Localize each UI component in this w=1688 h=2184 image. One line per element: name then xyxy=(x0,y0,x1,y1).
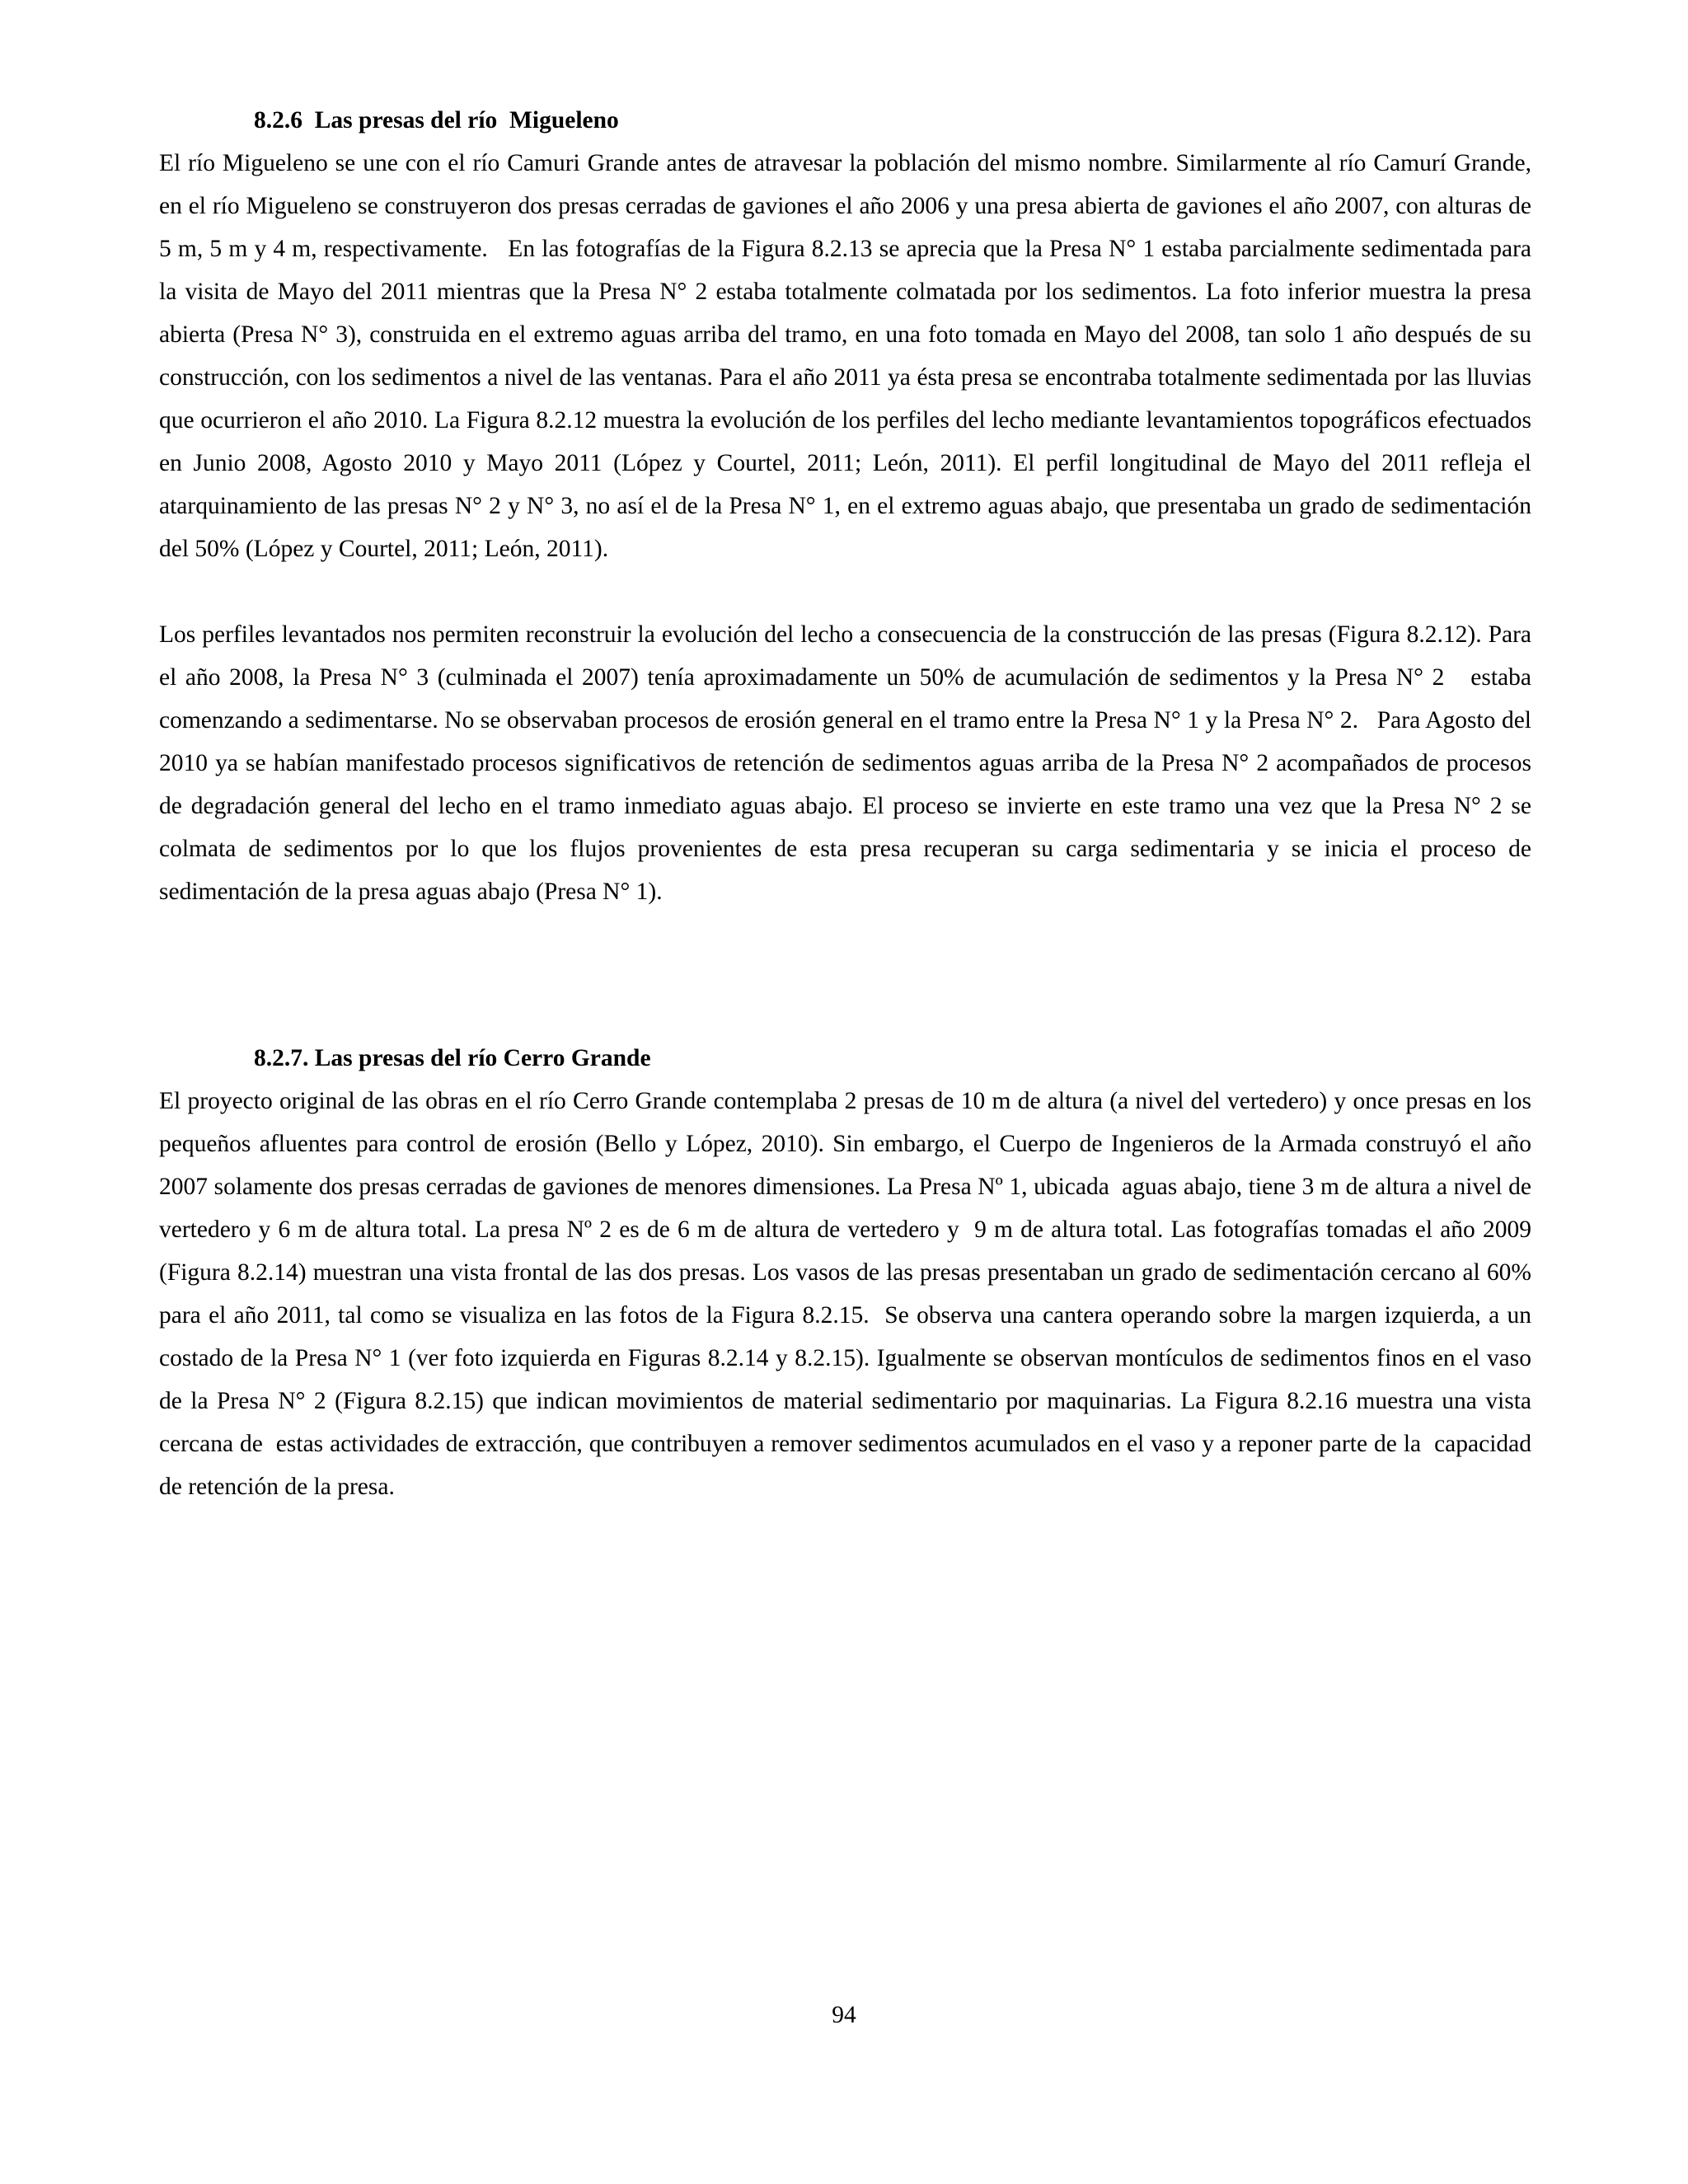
page-number: 94 xyxy=(832,2002,856,2028)
page-content xyxy=(159,99,1538,1508)
paragraph-migueleno-1: El río Migueleno se une con el río Camuri Grande antes de atravesar la población del mismo nombre. Similarmente al río Camurí Grande, en el río Migueleno se construyeron dos presas cerradas de gaviones el año 2006 y una presa abierta de gaviones el año 2007, con alturas de 5 m, 5 m y 4 m, respectivamente. En las fotografías de la Figura 8.2.13 se aprecia que la Presa N° 1 estaba parcialmente sedimentada para la visita de Mayo del 2011 mientras que la Presa N° 2 estaba totalmente colmatada por los sedimentos. La foto inferior muestra la presa abierta (Presa N° 3), construida en el extremo aguas arriba del tramo, en una foto tomada en Mayo del 2008, tan solo 1 año después de su construcción, con los sedimentos a nivel de las ventanas. Para el año 2011 ya ésta presa se encontraba totalmente sedimentada por las lluvias que ocurrieron el año 2010. La Figura 8.2.12 muestra la evolución de los perfiles del lecho mediante levantamientos topográficos efectuados en Junio 2008, Agosto 2010 y Mayo 2011 (López y Courtel, 2011; León, 2011). El perfil longitudinal de Mayo del 2011 refleja el atarquinamiento de las presas N° 2 y N° 3, no así el de la Presa N° 1, en el extremo aguas abajo, que presentaba un grado de sedimentación del 50% (López y Courtel, 2011; León, 2011). xyxy=(159,150,1538,562)
section-heading-8-2-7: 8.2.7. Las presas del río Cerro Grande xyxy=(254,1045,651,1071)
paragraph-cerro-grande-1: El proyecto original de las obras en el río Cerro Grande contemplaba 2 presas de 10 m de altura (a nivel del vertedero) y once presas en los pequeños afluentes para control de erosión (Bello y López, 2010). Sin embargo, el Cuerpo de Ingenieros de la Armada construyó el año 2007 solamente dos presas cerradas de gaviones de menores dimensiones. La Presa Nº 1, ubicada aguas abajo, tiene 3 m de altura a nivel de vertedero y 6 m de altura total. La presa Nº 2 es de 6 m de altura de vertedero y 9 m de altura total. Las fotografías tomadas el año 2009 (Figura 8.2.14) muestran una vista frontal de las dos presas. Los vasos de las presas presentaban un grado de sedimentación cercano al 60% para el año 2011, tal como se visualiza en las fotos de la Figura 8.2.15. Se observa una cantera operando sobre la margen izquierda, a un costado de la Presa N° 1 (ver foto izquierda en Figuras 8.2.14 y 8.2.15). Igualmente se observan montículos de sedimentos finos en el vaso de la Presa N° 2 (Figura 8.2.15) que indican movimientos de material sedimentario por maquinarias. La Figura 8.2.16 muestra una vista cercana de estas actividades de extracción, que contribuyen a remover sedimentos acumulados en el vaso y a reponer parte de la capacidad de retención de la presa. xyxy=(159,1088,1538,1500)
section-spacer xyxy=(159,913,1531,1037)
paragraph-migueleno-2: Los perfiles levantados nos permiten reconstruir la evolución del lecho a consecuencia de la construcción de las presas (Figura 8.2.12). Para el año 2008, la Presa N° 3 (culminada el 2007) tenía aproximadamente un 50% de acumulación de sedimentos y la Presa N° 2 estaba comenzando a sedimentarse. No se observaban procesos de erosión general en el tramo entre la Presa N° 1 y la Presa N° 2. Para Agosto del 2010 ya se habían manifestado procesos significativos de retención de sedimentos aguas arriba de la Presa N° 2 acompañados de procesos de degradación general del lecho en el tramo inmediato aguas abajo. El proceso se invierte en este tramo una vez que la Presa N° 2 se colmata de sedimentos por lo que los flujos provenientes de esta presa recuperan su carga sedimentaria y se inicia el proceso de sedimentación de la presa aguas abajo (Presa N° 1). xyxy=(159,621,1538,905)
section-heading-8-2-6: 8.2.6 Las presas del río Migueleno xyxy=(254,107,619,134)
paragraph-spacer xyxy=(159,570,1531,613)
